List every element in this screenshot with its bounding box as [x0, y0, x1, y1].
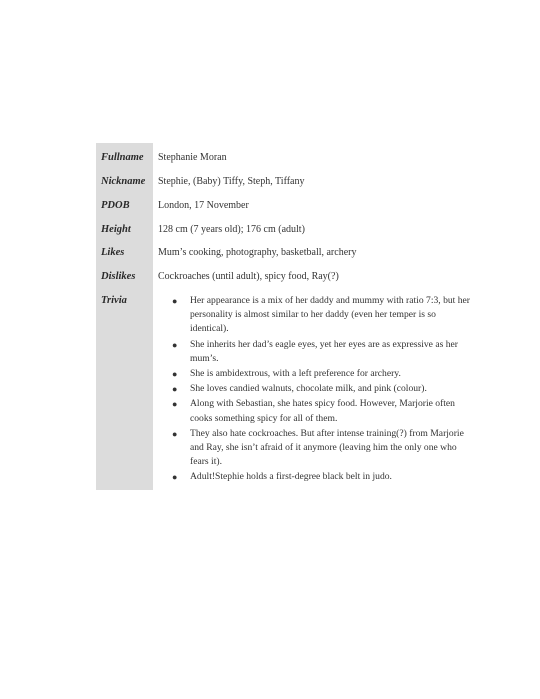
trivia-list [172, 294, 472, 486]
trivia-text: Adult!Stephie holds a first-degree black belt in judo. [190, 471, 392, 483]
bullet-icon: ● [172, 296, 178, 306]
fullname-label: Fullname [101, 152, 144, 163]
likes-value: Mum’s cooking, photography, basketball, archery [158, 247, 357, 258]
fullname-value: Stephanie Moran [158, 152, 227, 163]
trivia-text: Her appearance is a mix of her daddy and mummy with ratio 7:3, but her personality is almost similar to her daddy (even her temper is so identical). [190, 295, 470, 335]
nickname-value: Stephie, (Baby) Tiffy, Steph, Tiffany [158, 176, 305, 187]
nickname-label: Nickname [101, 176, 146, 187]
list-item [172, 397, 472, 425]
trivia-text: She is ambidextrous, with a left preference for archery. [190, 368, 401, 380]
pdob-value: London, 17 November [158, 200, 249, 211]
list-item [172, 427, 472, 470]
list-item [172, 367, 472, 381]
likes-label: Likes [101, 247, 125, 258]
bullet-icon: ● [172, 384, 178, 395]
pdob-label: PDOB [101, 200, 130, 211]
bullet-icon: ● [172, 428, 178, 439]
label-column-background [96, 143, 153, 490]
height-label: Height [101, 224, 131, 235]
list-item [172, 338, 472, 366]
trivia-text: She inherits her dad’s eagle eyes, yet her eyes are as expressive as her mum’s. [190, 338, 458, 364]
trivia-text: Along with Sebastian, she hates spicy food. However, Marjorie often cooks something spicy for all of them. [190, 398, 455, 424]
bullet-icon: ● [172, 369, 178, 380]
list-item [172, 470, 472, 484]
bullet-icon: ● [172, 472, 178, 483]
dislikes-value: Cockroaches (until adult), spicy food, Ray(?) [158, 271, 339, 282]
dislikes-label: Dislikes [101, 271, 136, 282]
trivia-text: She loves candied walnuts, chocolate milk, and pink (colour). [190, 383, 427, 395]
bullet-icon: ● [172, 399, 178, 410]
trivia-label: Trivia [101, 295, 127, 306]
bullet-icon: ● [172, 339, 178, 350]
list-item [172, 294, 472, 337]
trivia-text: They also hate cockroaches. But after intense training(?) from Marjorie and Ray, she isn’t afraid of it anymore (leaving him the only one who fears it). [190, 427, 464, 468]
height-value: 128 cm (7 years old); 176 cm (adult) [158, 224, 305, 235]
list-item [172, 382, 472, 396]
